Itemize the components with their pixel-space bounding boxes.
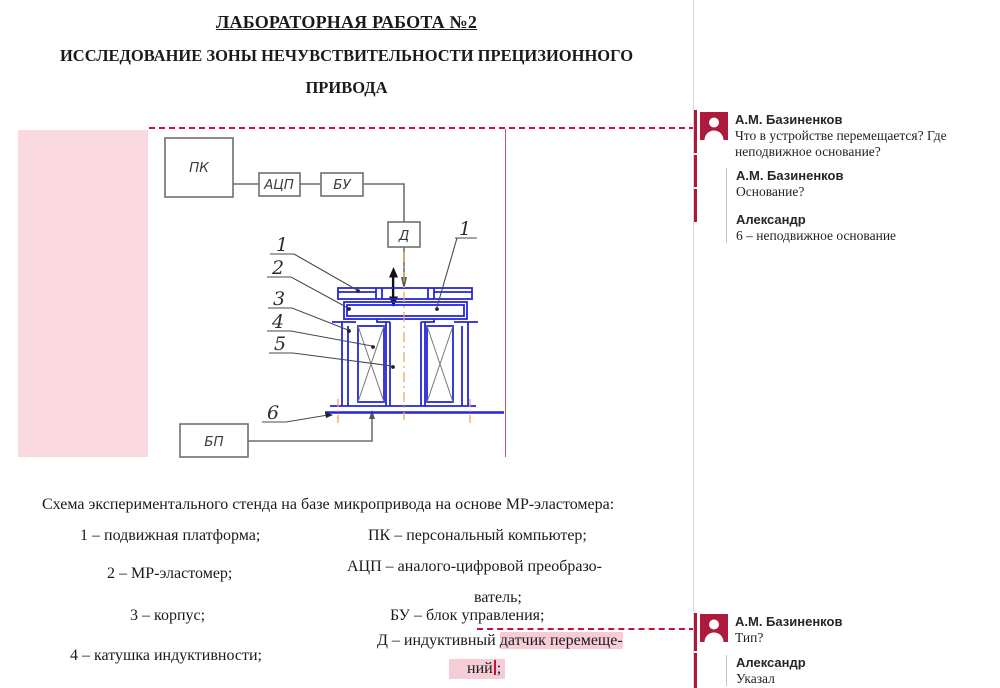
experimental-stand-diagram — [0, 120, 700, 480]
reply-author: Александр — [736, 211, 806, 227]
central-core — [377, 319, 434, 406]
comment-thread-2[interactable] — [700, 612, 996, 688]
comment-1-header — [700, 110, 996, 159]
page-subtitle-line2: ПРИВОДА — [305, 78, 388, 97]
comment-text: Что в устройстве перемещается? Где неподвижное основание? — [735, 128, 947, 159]
legend-item-pk: ПК – персональный компьютер; — [368, 527, 587, 544]
legend-item-acp-line1: АЦП – аналого-цифровой преобразо- — [347, 558, 603, 575]
comment-1-replies — [726, 168, 996, 243]
legend-item-d-prefix: Д – индуктивный — [377, 632, 500, 649]
comment-2-replies — [726, 655, 996, 687]
reply-author: А.М. Базиненков — [736, 168, 844, 183]
comment-connector-line-bottom — [477, 628, 695, 630]
part-label-platform: 1 — [459, 218, 472, 240]
comment-reply[interactable] — [736, 212, 996, 244]
bp-block-label: БП — [204, 434, 224, 450]
reply-text: 6 – неподвижное основание — [736, 227, 897, 243]
legend-item-d-line2-text: ний — [467, 660, 493, 677]
leader-lines — [262, 238, 477, 422]
comment-2-header — [700, 612, 996, 646]
part-label-3: 3 — [273, 288, 286, 310]
housing-left-wall — [332, 322, 356, 406]
comment-author: А.М. Базиненков — [735, 614, 843, 629]
comment-bracket-2a — [694, 613, 697, 651]
part-label-4: 4 — [272, 311, 285, 333]
legend-item-d-tail: ; — [496, 660, 502, 677]
device-cross-section — [325, 288, 504, 413]
legend-item-d-line2 — [449, 660, 505, 678]
reply-text: Основание? — [736, 184, 805, 199]
housing-right-wall — [454, 322, 478, 406]
part-label-2: 2 — [272, 257, 285, 279]
legend-item-d-line2-highlight[interactable] — [449, 659, 505, 679]
acp-block-label: АЦП — [264, 177, 294, 193]
legend-item-2: 2 – МР-эластомер; — [107, 565, 233, 582]
reply-author: Александр — [736, 654, 806, 670]
legend-item-4: 4 – катушка индуктивности; — [70, 647, 262, 664]
part-label-5: 5 — [274, 333, 287, 355]
comment-bracket-1b — [694, 155, 697, 187]
legend-item-acp-line2: ватель; — [474, 589, 522, 606]
comment-bracket-2b — [694, 653, 697, 688]
d-block-label: Д — [398, 228, 410, 244]
motion-double-arrow-icon — [389, 267, 398, 307]
page-title: ЛАБОРАТОРНАЯ РАБОТА №2 — [215, 12, 478, 32]
comment-text: Тип? — [735, 630, 764, 645]
figure-caption-intro: Схема экспериментального стенда на базе микропривода на основе МР-эластомера: — [42, 496, 615, 513]
person-icon — [700, 614, 728, 642]
comment-author: А.М. Базиненков — [735, 112, 843, 127]
pk-block-label: ПК — [189, 160, 209, 176]
part-label-6: 6 — [267, 402, 280, 424]
comment-bracket-1c — [694, 189, 697, 222]
comment-reply[interactable] — [736, 168, 996, 200]
page-subtitle-line1: ИССЛЕДОВАНИЕ ЗОНЫ НЕЧУВСТВИТЕЛЬНОСТИ ПРЕЦИЗИОННОГО — [59, 46, 634, 65]
bu-block-label: БУ — [333, 177, 351, 193]
user-avatar-icon[interactable] — [700, 112, 728, 140]
legend-item-1: 1 – подвижная платформа; — [80, 527, 261, 544]
coil-hatching — [358, 326, 453, 402]
comment-anchor-caret — [494, 660, 496, 675]
legend-item-3: 3 – корпус; — [130, 607, 206, 624]
legend-item-bu: БУ – блок управления; — [390, 607, 545, 624]
comment-bracket-1a — [694, 110, 697, 153]
comment-reply[interactable] — [736, 655, 996, 687]
reply-text: Указал — [736, 670, 775, 686]
comment-thread-1[interactable] — [700, 110, 996, 255]
person-icon — [700, 112, 728, 140]
user-avatar-icon[interactable] — [700, 614, 728, 642]
legend-item-d-line1 — [377, 632, 623, 650]
part-label-1: 1 — [276, 234, 289, 256]
legend-item-d-highlight[interactable]: датчик перемеще- — [499, 632, 623, 649]
